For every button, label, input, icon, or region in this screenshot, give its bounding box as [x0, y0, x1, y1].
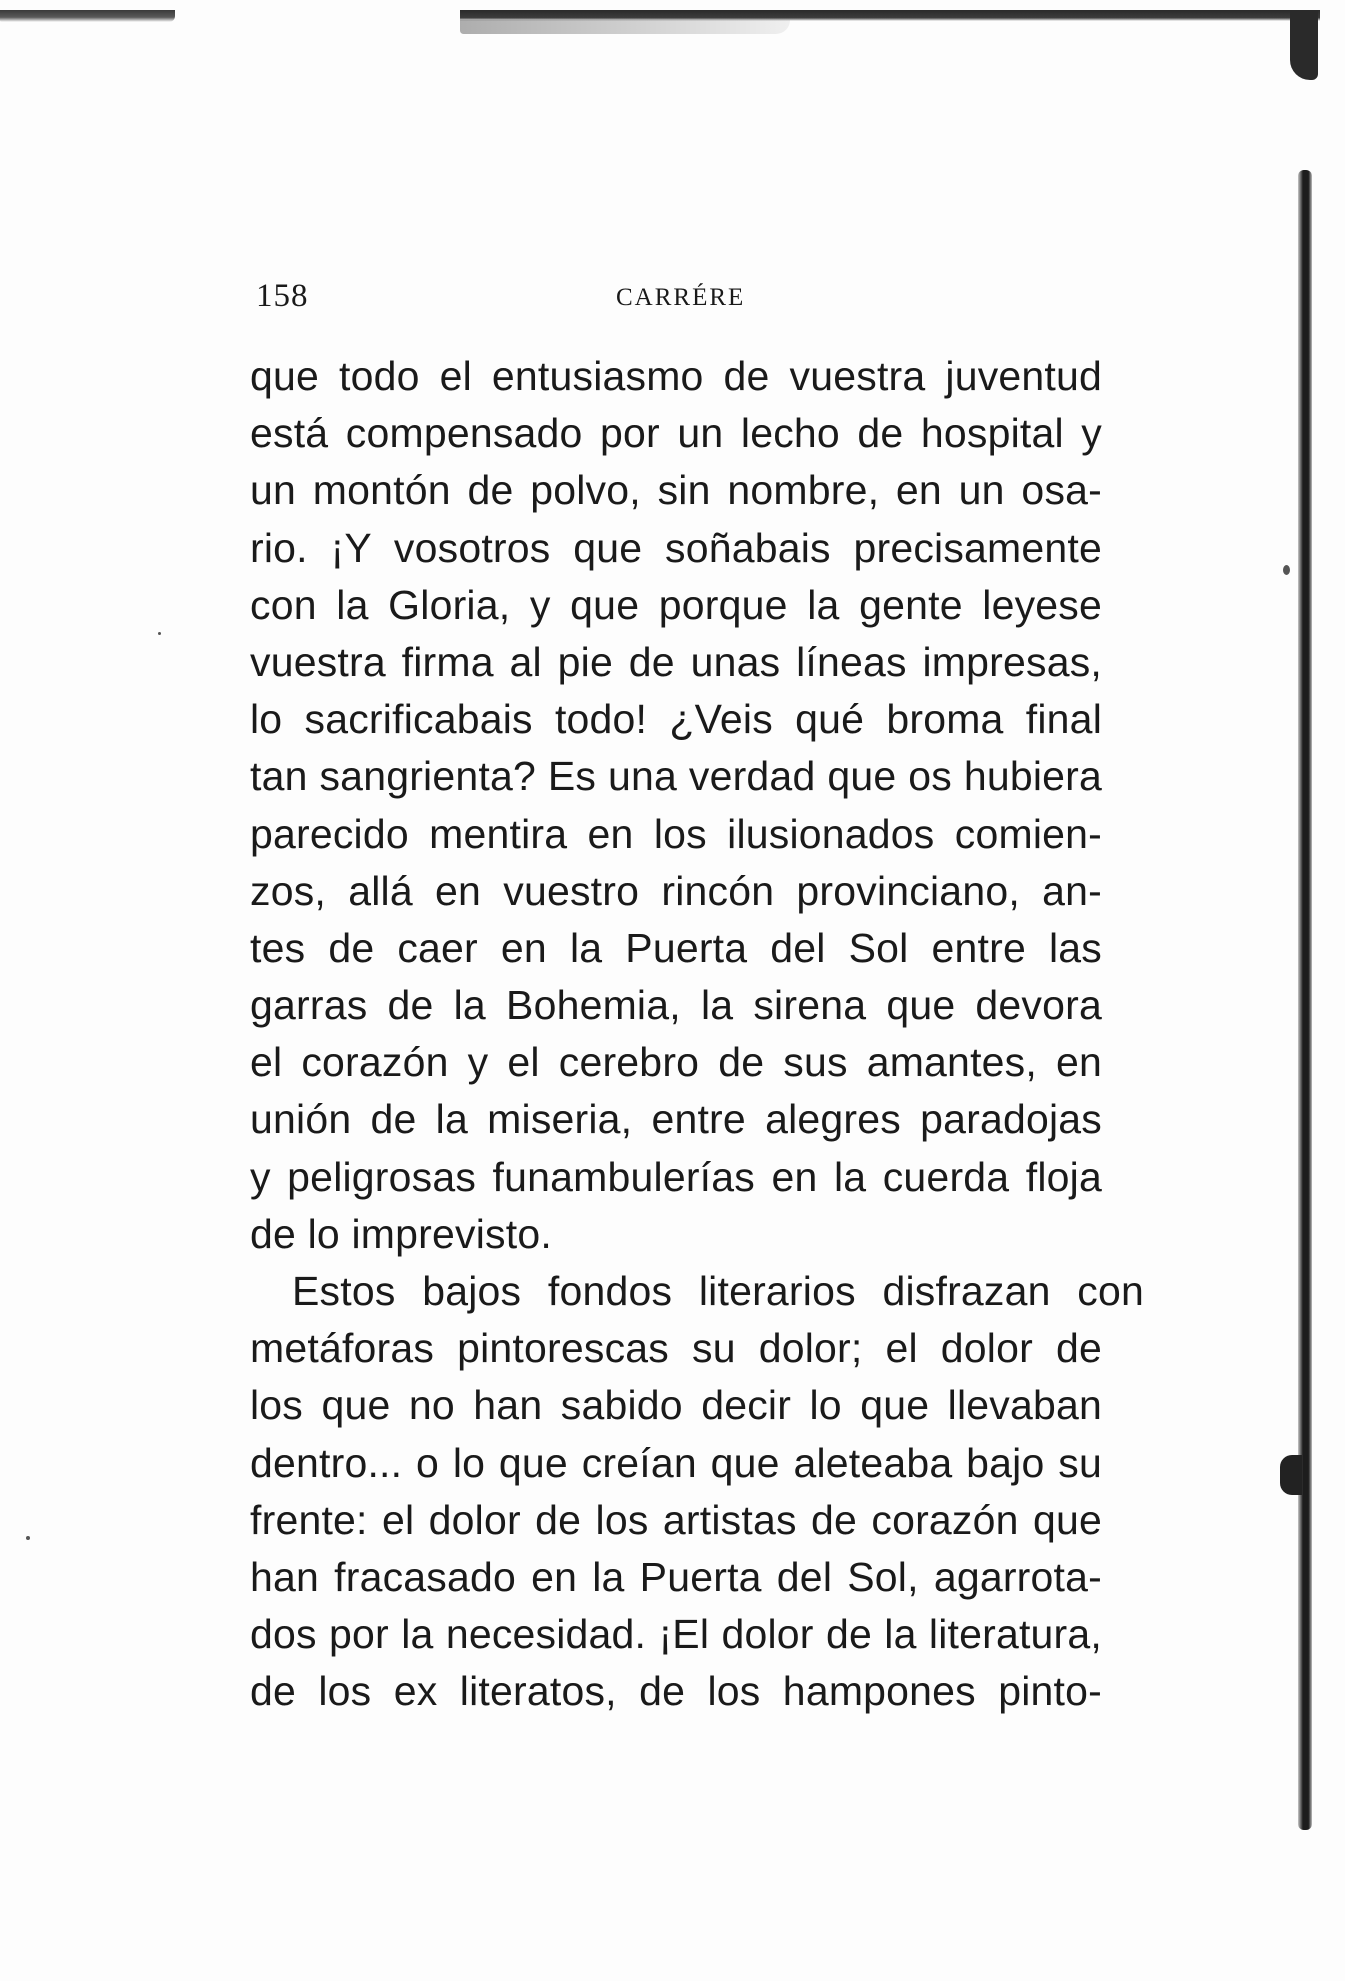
- scan-edge-artifact: [0, 10, 175, 22]
- text-line: tan sangrienta? Es una verdad que os hubiera: [250, 753, 1102, 800]
- text-line: Estos bajos fondos literarios disfrazan con: [292, 1268, 1144, 1314]
- paragraph: [250, 1263, 1144, 1721]
- scan-edge-artifact: [460, 20, 790, 34]
- text-line: frente: el dolor de los artistas de corazón que: [250, 1496, 1102, 1543]
- text-line: lo sacrificabais todo! ¿Veis qué broma final: [250, 696, 1102, 743]
- text-line: metáforas pintorescas su dolor; el dolor de: [250, 1325, 1102, 1372]
- text-line: el corazón y el cerebro de sus amantes, en: [250, 1039, 1102, 1086]
- running-head: CARRÉRE: [616, 284, 746, 311]
- page-header: [256, 278, 1106, 318]
- text-line: zos, allá en vuestro rincón provinciano, an-: [250, 867, 1102, 914]
- text-line: han fracasado en la Puerta del Sol, agarrota-: [250, 1553, 1102, 1600]
- text-line: garras de la Bohemia, la sirena que devora: [250, 982, 1102, 1029]
- text-line: dentro... o lo que creían que aleteaba bajo su: [250, 1439, 1102, 1486]
- text-line: de lo imprevisto.: [250, 1210, 552, 1257]
- text-line: un montón de polvo, sin nombre, en un osa-: [250, 467, 1102, 514]
- paragraph: [250, 348, 1102, 1263]
- text-line: y peligrosas funambulerías en la cuerda floja: [250, 1153, 1102, 1200]
- text-line: vuestra firma al pie de unas líneas impresas,: [250, 638, 1102, 685]
- body-text: [250, 348, 1144, 1721]
- text-line: los que no han sabido decir lo que llevaban: [250, 1382, 1102, 1429]
- scan-edge-artifact: [1280, 1455, 1302, 1495]
- text-line: unión de la miseria, entre alegres paradojas: [250, 1096, 1102, 1143]
- text-line: está compensado por un lecho de hospital y: [250, 410, 1102, 457]
- scan-speck: [26, 1536, 30, 1540]
- scan-speck: [1283, 565, 1290, 575]
- text-line: dos por la necesidad. ¡El dolor de la literatura,: [250, 1611, 1102, 1658]
- text-line: rio. ¡Y vosotros que soñabais precisamente: [250, 524, 1102, 571]
- scan-speck: [158, 632, 161, 635]
- text-line: de los ex literatos, de los hampones pinto-: [250, 1668, 1102, 1715]
- text-line: con la Gloria, y que porque la gente leyese: [250, 581, 1102, 628]
- scan-edge-artifact: [1290, 10, 1318, 80]
- page-number: 158: [256, 278, 309, 314]
- text-line: tes de caer en la Puerta del Sol entre las: [250, 924, 1102, 971]
- text-line: que todo el entusiasmo de vuestra juventud: [250, 353, 1102, 399]
- scan-edge-artifact: [1298, 170, 1312, 1830]
- text-line: parecido mentira en los ilusionados comien-: [250, 810, 1102, 857]
